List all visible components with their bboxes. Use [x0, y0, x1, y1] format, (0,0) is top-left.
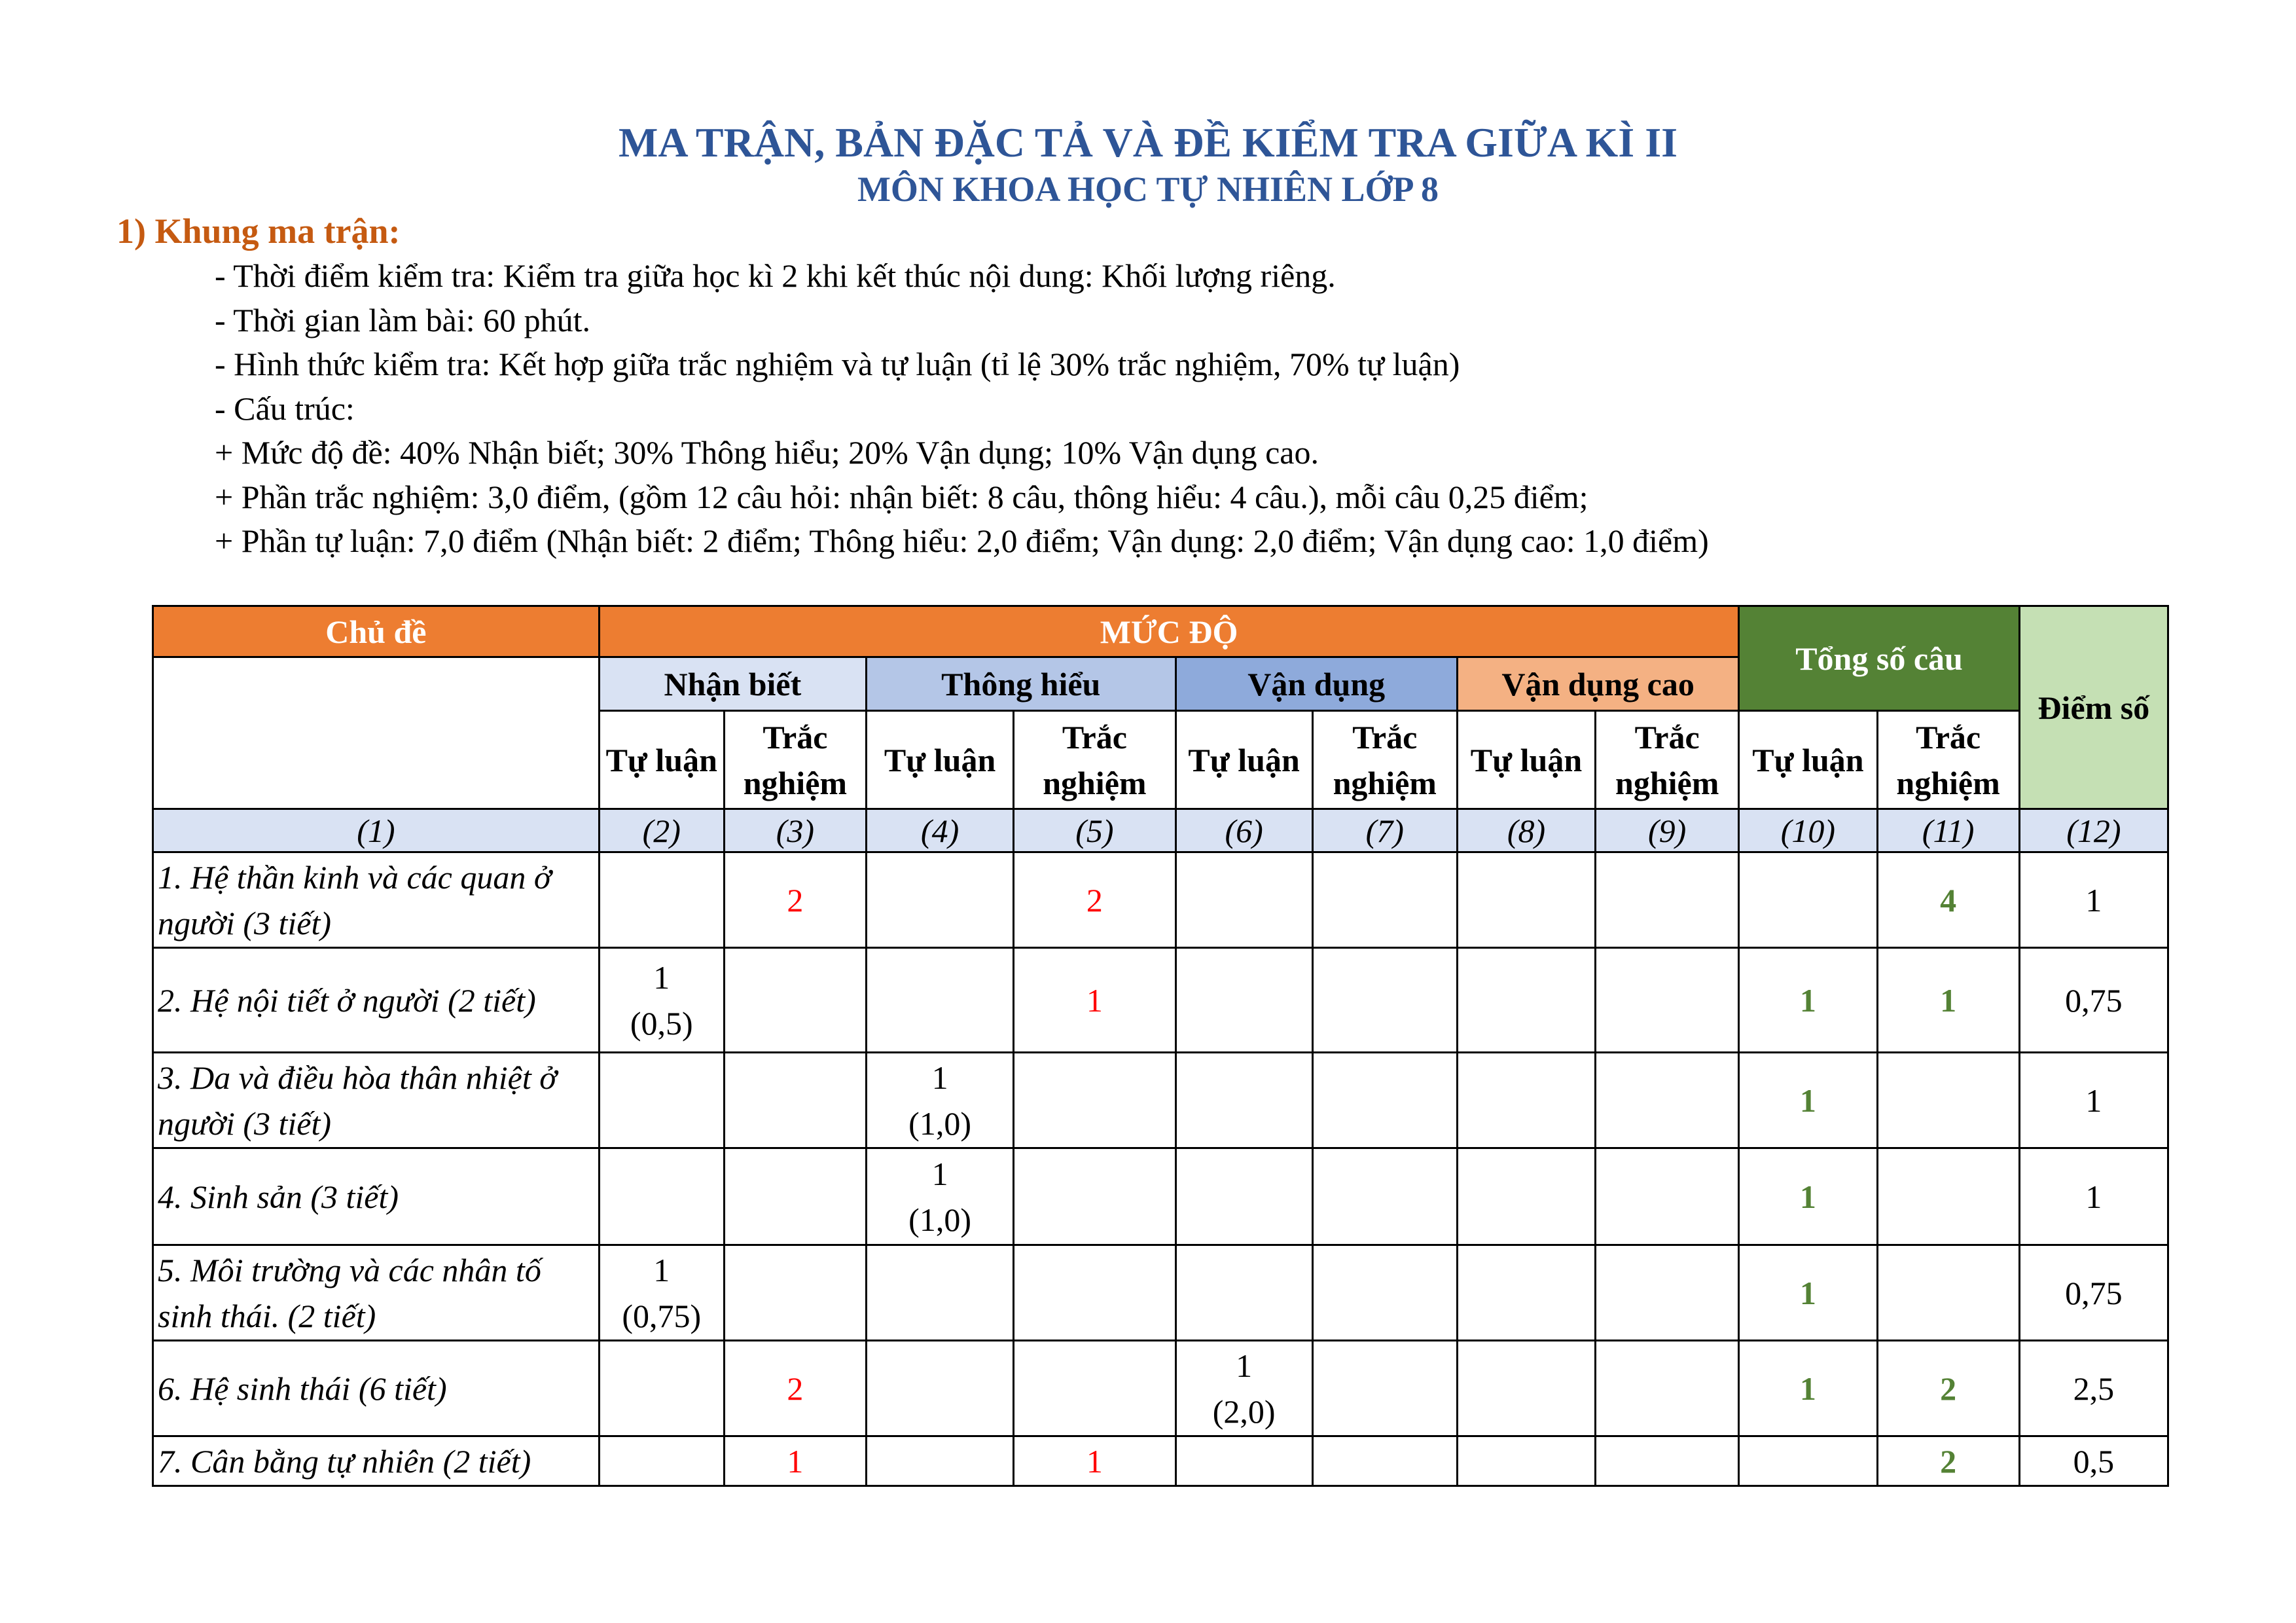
cell [1175, 1053, 1312, 1148]
cell [1596, 852, 1739, 948]
cell [724, 948, 866, 1053]
cell [866, 1245, 1013, 1341]
index-cell: (3) [724, 809, 866, 852]
index-cell: (5) [1014, 809, 1175, 852]
cell [1175, 948, 1312, 1053]
sub-header-tu-luan: Tự luận [1739, 711, 1877, 809]
cell [724, 1245, 866, 1341]
cell [866, 852, 1013, 948]
sub-header-tu-luan: Tự luận [599, 711, 724, 809]
cell [1312, 1148, 1457, 1245]
cell [1175, 1245, 1312, 1341]
sub-header-tu-luan: Tự luận [1175, 711, 1312, 809]
cell [724, 1053, 866, 1148]
matrix-table [152, 605, 2169, 1487]
document-title: MA TRẬN, BẢN ĐẶC TẢ VÀ ĐỀ KIỂM TRA GIỮA KÌ II [618, 119, 1678, 166]
score-cell: 0,75 [2019, 948, 2168, 1053]
score-cell: 0,5 [2019, 1436, 2168, 1486]
cell [599, 1148, 724, 1245]
cell [1457, 852, 1595, 948]
cell [1457, 1148, 1595, 1245]
cell [1175, 1148, 1312, 1245]
cell [599, 1341, 724, 1436]
sub-header-tu-luan: Tự luận [1457, 711, 1595, 809]
header-score: Điểm số [2019, 606, 2168, 809]
cell [1457, 1245, 1595, 1341]
cell [599, 948, 724, 1053]
cell [1014, 1148, 1175, 1245]
document-subtitle: MÔN KHOA HỌC TỰ NHIÊN LỚP 8 [857, 170, 1439, 209]
header-level-van-dung-cao: Vận dụng cao [1457, 657, 1738, 711]
info-line: - Thời điểm kiểm tra: Kiểm tra giữa học kì 2 khi kết thúc nội dung: Khối lượng riêng. [215, 257, 1336, 294]
cell [1312, 1436, 1457, 1486]
section-heading: 1) Khung ma trận: [117, 211, 401, 251]
score-cell: 1 [2019, 1053, 2168, 1148]
topic-cell: 1. Hệ thần kinh và các quan ở người (3 tiết) [153, 852, 600, 948]
cell: 1 [1877, 948, 2019, 1053]
index-cell: (2) [599, 809, 724, 852]
cell [1739, 1436, 1877, 1486]
cell [866, 1053, 1013, 1148]
cell: 1 [1739, 1245, 1877, 1341]
cell [1457, 1436, 1595, 1486]
cell [1877, 1053, 2019, 1148]
table-row [153, 1245, 2168, 1341]
sub-header-tu-luan: Tự luận [866, 711, 1013, 809]
cell: 2 [724, 852, 866, 948]
index-cell: (9) [1596, 809, 1739, 852]
cell [1457, 948, 1595, 1053]
cell: 2 [1014, 852, 1175, 948]
table-row [153, 1053, 2168, 1148]
cell-count: 1 [653, 1251, 670, 1288]
topic-cell: 4. Sinh sản (3 tiết) [153, 1148, 600, 1245]
table-row [153, 948, 2168, 1053]
cell [1596, 1436, 1739, 1486]
cell [866, 948, 1013, 1053]
header-total: Tổng số câu [1739, 606, 2019, 711]
cell-points: (2,0) [1212, 1393, 1276, 1430]
topic-cell: 7. Cân bằng tự nhiên (2 tiết) [153, 1436, 600, 1486]
cell [866, 1436, 1013, 1486]
topic-cell: 3. Da và điều hòa thân nhiệt ở người (3 tiết) [153, 1053, 600, 1148]
cell: 1 [1739, 1148, 1877, 1245]
cell [1596, 1245, 1739, 1341]
index-cell: (8) [1457, 809, 1595, 852]
info-line: + Phần trắc nghiệm: 3,0 điểm, (gồm 12 câu hỏi: nhận biết: 8 câu, thông hiểu: 4 câu.), mỗi câu 0,25 điểm; [215, 478, 1588, 515]
sub-header-trac-nghiem: Trắc nghiệm [1596, 711, 1739, 809]
cell-points: (0,5) [630, 1004, 693, 1042]
info-line: - Hình thức kiểm tra: Kết hợp giữa trắc nghiệm và tự luận (tỉ lệ 30% trắc nghiệm, 70% tự luận) [215, 346, 1460, 382]
score-cell: 1 [2019, 852, 2168, 948]
cell [599, 1053, 724, 1148]
table-row [153, 1341, 2168, 1436]
cell: 1 [1014, 1436, 1175, 1486]
cell [1014, 1341, 1175, 1436]
cell [724, 1148, 866, 1245]
cell-points: (1,0) [908, 1104, 971, 1142]
topic-cell: 6. Hệ sinh thái (6 tiết) [153, 1341, 600, 1436]
cell: 4 [1877, 852, 2019, 948]
cell [1014, 1053, 1175, 1148]
index-cell: (11) [1877, 809, 2019, 852]
info-line: - Cấu trúc: [215, 390, 355, 427]
index-cell: (10) [1739, 809, 1877, 852]
index-cell: (1) [153, 809, 600, 852]
sub-header-trac-nghiem: Trắc nghiệm [1877, 711, 2019, 809]
score-cell: 1 [2019, 1148, 2168, 1245]
index-cell: (7) [1312, 809, 1457, 852]
info-line: + Mức độ đề: 40% Nhận biết; 30% Thông hiểu; 20% Vận dụng; 10% Vận dụng cao. [215, 434, 1319, 471]
cell [1596, 1053, 1739, 1148]
sub-header-trac-nghiem: Trắc nghiệm [1014, 711, 1175, 809]
cell: 1 [1014, 948, 1175, 1053]
cell-count: 1 [1236, 1347, 1253, 1384]
topic-cell: 2. Hệ nội tiết ở người (2 tiết) [153, 948, 600, 1053]
cell: 2 [1877, 1436, 2019, 1486]
index-cell: (4) [866, 809, 1013, 852]
table-row [153, 1148, 2168, 1245]
cell [1877, 1245, 2019, 1341]
cell [1596, 1341, 1739, 1436]
table-row [153, 852, 2168, 948]
sub-header-trac-nghiem: Trắc nghiệm [1312, 711, 1457, 809]
cell [1312, 852, 1457, 948]
cell [1457, 1341, 1595, 1436]
cell [599, 852, 724, 948]
cell-points: (0,75) [622, 1297, 702, 1334]
cell: 1 [1739, 1053, 1877, 1148]
cell [1596, 1148, 1739, 1245]
header-level-thong-hieu: Thông hiểu [866, 657, 1175, 711]
cell [1175, 852, 1312, 948]
cell [1175, 1341, 1312, 1436]
cell [1877, 1148, 2019, 1245]
cell [1312, 948, 1457, 1053]
cell [1457, 1053, 1595, 1148]
cell [1312, 1245, 1457, 1341]
cell: 1 [1739, 948, 1877, 1053]
cell-count: 1 [931, 1059, 948, 1096]
score-cell: 2,5 [2019, 1341, 2168, 1436]
cell-points: (1,0) [908, 1201, 971, 1238]
cell [1175, 1436, 1312, 1486]
score-cell: 0,75 [2019, 1245, 2168, 1341]
cell [599, 1436, 724, 1486]
cell: 2 [1877, 1341, 2019, 1436]
index-cell: (6) [1175, 809, 1312, 852]
cell [1596, 948, 1739, 1053]
table-row [153, 1436, 2168, 1486]
cell [866, 1341, 1013, 1436]
index-cell: (12) [2019, 809, 2168, 852]
info-line: + Phần tự luận: 7,0 điểm (Nhận biết: 2 điểm; Thông hiểu: 2,0 điểm; Vận dụng: 2,0 điểm; Vận dụng cao: 1,0 điểm) [215, 522, 1709, 559]
cell: 1 [1739, 1341, 1877, 1436]
header-level: MỨC ĐỘ [599, 606, 1739, 657]
header-topic-blank [153, 657, 600, 809]
topic-cell: 5. Môi trường và các nhân tố sinh thái. (2 tiết) [153, 1245, 600, 1341]
cell: 2 [724, 1341, 866, 1436]
cell [599, 1245, 724, 1341]
cell-count: 1 [653, 958, 670, 996]
cell [1312, 1341, 1457, 1436]
cell [1312, 1053, 1457, 1148]
cell: 1 [724, 1436, 866, 1486]
cell [1739, 852, 1877, 948]
cell-count: 1 [931, 1155, 948, 1192]
header-level-nhan-biet: Nhận biết [599, 657, 866, 711]
info-line: - Thời gian làm bài: 60 phút. [215, 301, 591, 338]
cell [1014, 1245, 1175, 1341]
header-level-van-dung: Vận dụng [1175, 657, 1457, 711]
info-lines [215, 254, 1709, 564]
header-topic: Chủ đề [153, 606, 600, 657]
cell [866, 1148, 1013, 1245]
sub-header-trac-nghiem: Trắc nghiệm [724, 711, 866, 809]
